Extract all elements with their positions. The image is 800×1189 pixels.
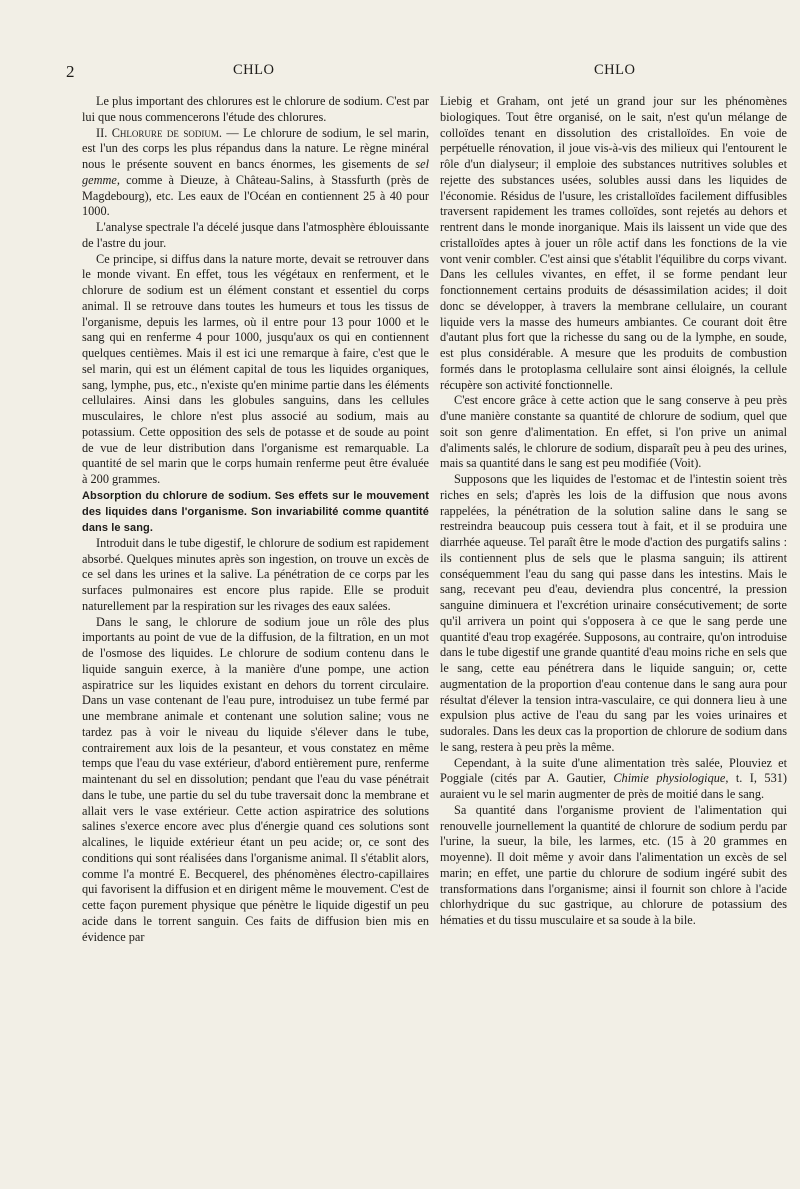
paragraph-text: Cependant, à la suite d'une alimentation très salée, Plouviez et Poggiale (cités par A. Gautier, — [440, 755, 787, 786]
paragraph-text: — Le chlorure de sodium, le sel marin, est l'un des corps les plus répandus dans la nature. Le règne minéral nous le présente souvent en bancs énormes, les gisements de — [82, 125, 430, 171]
page-number: 2 — [66, 62, 75, 81]
section-title: Chlorure de sodium. — [111, 125, 222, 140]
right-column — [440, 94, 787, 929]
paragraph-spectral-analysis: L'analyse spectrale l'a décelé jusque dans l'atmosphère éblouissante de l'astre du jour. — [82, 220, 429, 250]
emphasis-chimie-physiologique: Chimie physiologique, — [613, 771, 729, 786]
paragraph-absorption: Introduit dans le tube digestif, le chlorure de sodium est rapidement absorbé. Quelques minutes après son ingestion, on trouve un excès de ce sel dans les urines et la salive. La pénétration de ce corps par les surfaces pulmonaires est encore plus rapide. Elle se produit naturellement par la respiration sur les rivages des eaux salées. — [82, 535, 429, 613]
paragraph-living-world: Ce principe, si diffus dans la nature morte, devait se retrouver dans le monde vivant. En effet, tous les végétaux en renferment, et le chlorure de sodium est un élément constant et essentiel du corps animal. Il se retrouve dans toutes les humeurs et tous les tissus de l'organisme, depuis les larmes, où il entre pour 13 pour 1000 et le sang qui en renferme 4 pour 1000, jusqu'aux os qui en contiennent quelques centièmes. Mais il est ici une remarque à faire, c'est que le sel marin, qui est un élément capital de tous les liquides organiques, sang, lymphe, pus, etc., n'existe qu'en minime partie dans les éléments cellulaires. Ainsi dans les globules sanguins, dans les cellules musculaires, le chlore n'est plus associé au sodium, mais au potassium. Cette opposition des sels de potasse et de soude au point de vue de leur distribution dans l'organisme est remarquable. La quantité de sel marin que le corps humain renferme peut être évaluée à 200 grammes. — [82, 251, 429, 486]
paragraph-intro: Le plus important des chlorures est le chlorure de sodium. C'est par lui que nous commencerons l'étude des chlorures. — [82, 94, 429, 124]
paragraph-alimentation: Sa quantité dans l'organisme provient de l'alimentation qui renouvelle journellement la quantité de chlorure de sodium perdu par l'urine, la sueur, la bile, les larmes, etc. (15 à 20 grammes en moyenne). Il doit même y avoir dans l'alimentation un excès de sel marin; en effet, une partie du chlorure de sodium ingéré subit des transformations dans l'organisme; ainsi il fournit son chlore à l'acide chlorhydrique du suc gastrique, au chlorure de potassium des hématies et du tissu musculaire et sa soude à la bile. — [440, 802, 787, 927]
subsection-heading: Absorption du chlorure de sodium. Ses effets sur le mouvement des liquides dans l'organisme. Son invariabilité comme quantité dans le sang. — [82, 489, 429, 534]
paragraph-salty-diet — [440, 756, 787, 803]
paragraph-text-continued: comme à Dieuze, à Château-Salins, à Stassfurth (près de Magdebourg), etc. Les eaux de l'Océan en contiennent 25 à 40 pour 1000. — [82, 172, 430, 219]
paragraph-chlorure-de-sodium — [82, 126, 429, 221]
section-number: II. — [96, 125, 108, 140]
running-head-right: CHLO — [594, 62, 636, 78]
paragraph-text-continued: t. I, 531) auraient vu le sel marin augmenter de près de moitié dans le sang. — [440, 771, 787, 801]
paragraph-diffusion: Dans le sang, le chlorure de sodium joue un rôle des plus importants au point de vue de la diffusion, de la filtration, en un mot de l'osmose des liquides. Le chlorure de sodium contenu dans le liquide sanguin exerce, à la manière d'une pompe, une action aspiratrice sur les liquides existant en dehors du torrent circulaire. Dans un vase contenant de l'eau pure, introduisez un tube fermé par une membrane animale et contenant une solution saline; vous ne tardez pas à voir le niveau du liquide s'élever dans le tube, contrairement aux lois de la pesanteur, et vous constatez en même temps que l'eau du vase extérieur, d'abord entièrement pure, renferme maintenant du sel en dissolution; pendant que l'eau du vase pénétrait dans le tube, une partie du sel du tube traversait donc la membrane et allait vers le vase extérieur. Cette action aspiratrice des solutions salines s'exerce encore avec plus d'énergie quand ces solutions sont alcalines, le liquide extérieur étant un peu acide; or, ce sont des conditions qui sont réalisées dans l'organisme animal. Il s'établit alors, comme l'a montré E. Becquerel, des phénomènes électro-capillaires qui favorisent la diffusion et en dirigent même le mouvement. C'est de cette façon purement physique que pénètre le liquide digestif un peu acide dans le torrent sanguin. Ces faits de diffusion bien mis en évidence par — [82, 614, 429, 944]
paragraph-purgatives: Supposons que les liquides de l'estomac et de l'intestin soient très riches en sels; d'après les lois de la diffusion que nous avons rappelées, la pénétration de la solution saline dans le sang se restreindra beaucoup puis cessera tout à fait, et il se produira une diarrhée aqueuse. Tel paraît être le mode d'action des purgatifs salins : ils contiennent plus de sels que le plasma sanguin; ils attirent conséquemment l'eau du sang qui passe dans les intestins. Mais le sang, recevant peu d'eau, deviendra plus concentré, la pression sanguine diminuera et l'excrétion urinaire consécutivement; de sorte qu'il arrivera un point qui s'opposera à ce que le sang perde une quantité d'eau trop exagérée. Supposons, au contraire, qu'on introduise dans le tube digestif une grande quantité d'eau moins riche en sels que le sang, cette eau pénétrera dans le liquide sanguin; or, cette augmentation de la proportion d'eau contenue dans le sang aura pour résultat d'élever la tension intra-vasculaire, ce qui donnera lieu à une expulsion plus active de l'eau du sang par les voies urinaires et sudorales. Dans les deux cas la proportion de chlorure de sodium dans le sang, restera à peu près la même. — [440, 472, 787, 754]
running-head-left: CHLO — [233, 62, 275, 78]
left-column — [82, 94, 429, 945]
paragraph-liebig-graham: Liebig et Graham, ont jeté un grand jour sur les phénomènes biologiques. Tout être organisé, on le sait, n'est qu'un mélange de colloïdes tenant en dissolution des cristalloïdes. En voie de perpétuelle rénovation, il joue vis-à-vis des milieux qui l'entourent le rôle d'un dialyseur; il emploie des substances nutritives solubles et rejette des substances usées, solubles aussi dans les liquides de l'économie. Résidus de l'usure, les cristalloïdes facilement diffusibles traversent rapidement les trames colloïdes, sont rejetés au dehors et rentrent dans le monde inorganique. Mais ils laissent un vide que des cristalloïdes aptes à jouer un rôle actif dans les fonctions de la vie vont venir combler. C'est ainsi que s'établit l'équilibre du corps vivant. Dans les cellules vivantes, en effet, il se forme pendant leur fonctionnement certains produits de désassimilation acides; il doit donc se développer, à travers la membrane cellulaire, un courant liquide vers la masse des humeurs ambiantes. Ce courant doit être d'autant plus fort que la richesse du sang ou de la lymphe, en soude, est plus considérable. A mesure que les produits de combustion formés dans le protoplasma cellulaire sont ainsi éloignés, la cellule récupère son activité fonctionnelle. — [440, 94, 787, 392]
paragraph-constant-quantity: C'est encore grâce à cette action que le sang conserve à peu près d'une manière constante sa quantité de chlorure de sodium, quel que soit son genre d'alimentation. En effet, si l'on prive un animal d'aliments salés, le chlorure de sodium, disparaît peu à peu des urines, mais sa quantité dans le sang est peu modifiée (Voit). — [440, 393, 787, 471]
emphasis-sel-gemme: sel gemme, — [82, 157, 430, 187]
